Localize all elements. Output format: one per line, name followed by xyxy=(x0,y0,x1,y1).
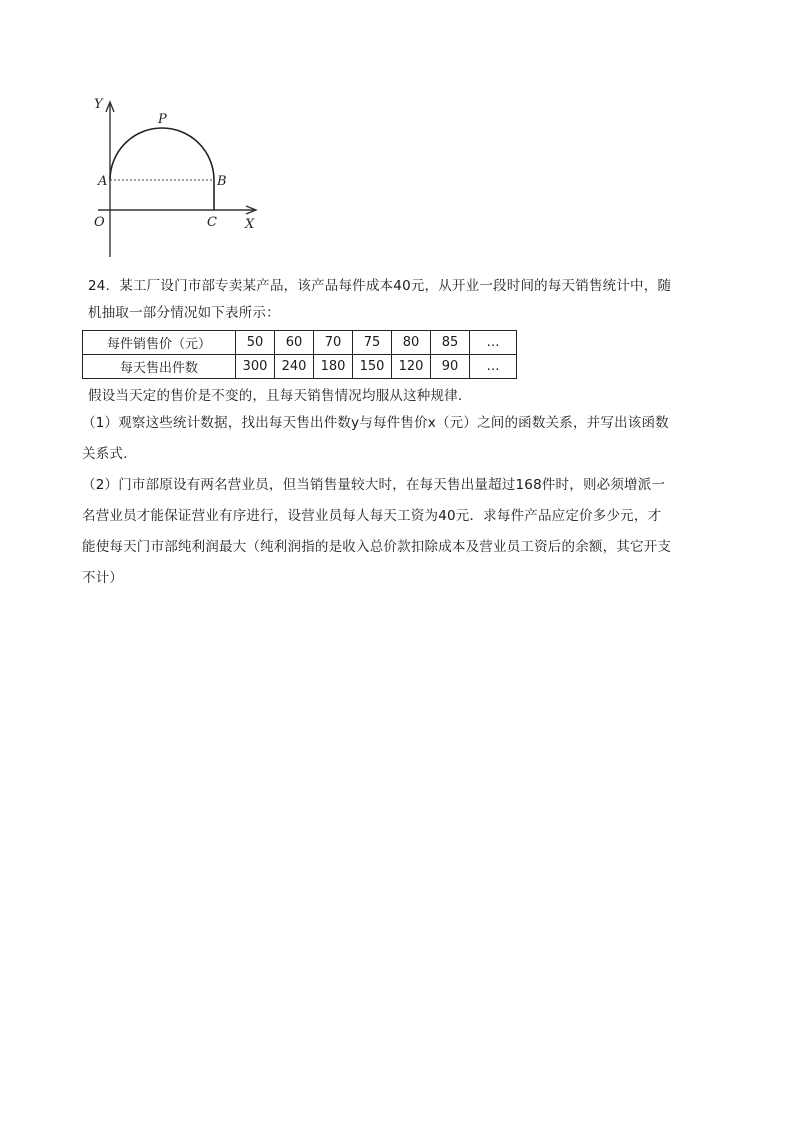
label-b: B xyxy=(217,174,227,189)
question-2-line-2: 名营业员才能保证营业有序进行，设营业员每人每天工资为40元．求每件产品应定价多少元，才 xyxy=(82,508,662,524)
table-cell: 80 xyxy=(392,331,431,355)
table-cell: 85 xyxy=(431,331,470,355)
label-y: Y xyxy=(94,97,103,112)
problem-line-1: 24．某工厂设门市部专卖某产品，该产品每件成本40元，从开业一段时间的每天销售统计中，随 xyxy=(88,278,672,294)
question-2-line-1: （2）门市部原设有两名营业员，但当销售量较大时，在每天售出量超过168件时，则必须增派一 xyxy=(82,477,666,493)
table-row xyxy=(83,331,517,355)
table-header-count: 每天售出件数 xyxy=(83,355,236,379)
table-cell: 75 xyxy=(353,331,392,355)
table-cell: 60 xyxy=(275,331,314,355)
table-cell-ellipsis: … xyxy=(470,331,517,355)
question-1-line-1: （1）观察这些统计数据，找出每天售出件数y与每件售价x（元）之间的函数关系，并写出该函数 xyxy=(82,415,669,431)
table-cell: 240 xyxy=(275,355,314,379)
table-header-price: 每件销售价（元） xyxy=(83,331,236,355)
table-cell: 70 xyxy=(314,331,353,355)
table-cell: 300 xyxy=(236,355,275,379)
table-cell: 180 xyxy=(314,355,353,379)
geometry-figure xyxy=(88,92,278,267)
table-row xyxy=(83,355,517,379)
table-cell: 90 xyxy=(431,355,470,379)
question-1-line-2: 关系式. xyxy=(82,446,128,462)
problem-assumption: 假设当天定的售价是不变的，且每天销售情况均服从这种规律. xyxy=(88,388,463,404)
label-o: O xyxy=(94,215,105,230)
question-2-line-4: 不计） xyxy=(82,570,124,586)
table-cell: 50 xyxy=(236,331,275,355)
problem-line-2: 机抽取一部分情况如下表所示： xyxy=(88,305,280,321)
sales-table xyxy=(82,330,517,379)
label-p: P xyxy=(158,112,167,127)
table-cell: 120 xyxy=(392,355,431,379)
arc-apb xyxy=(110,128,214,180)
label-a: A xyxy=(98,174,108,189)
table-cell-ellipsis: … xyxy=(470,355,517,379)
question-2-line-3: 能使每天门市部纯利润最大（纯利润指的是收入总价款扣除成本及营业员工资后的余额，其它开支 xyxy=(82,539,672,555)
label-x: X xyxy=(245,217,255,232)
semicircle-diagram xyxy=(88,92,278,267)
label-c: C xyxy=(207,215,217,230)
table-cell: 150 xyxy=(353,355,392,379)
